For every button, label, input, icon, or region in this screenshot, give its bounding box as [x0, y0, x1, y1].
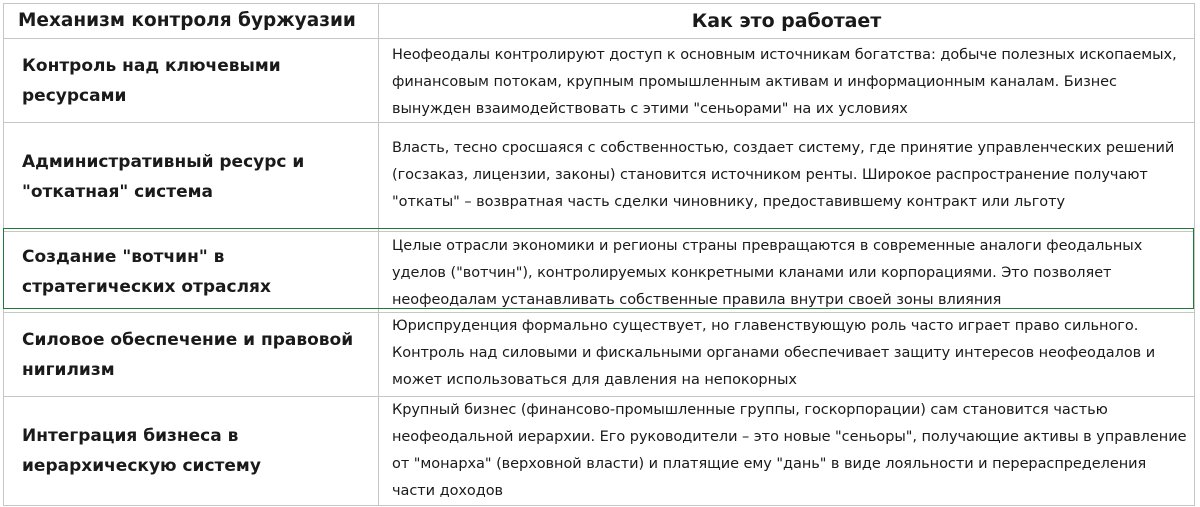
header-mechanism[interactable]: Механизм контроля буржуазии — [3, 4, 379, 38]
header-how-it-works[interactable]: Как это работает — [379, 4, 1195, 38]
description-cell[interactable]: Неофеодалы контролируют доступ к основным источникам богатства: добыче полезных ископаемых, финансовым потокам, крупным промышленным активам и информационным каналам. Бизнес вынужден взаимодействовать с этими "сеньорами" на их условиях — [379, 39, 1195, 122]
description-cell[interactable]: Крупный бизнес (финансово-промышленные группы, госкорпорации) сам становится частью неофеодальной иерархии. Его руководители – это новые "сеньоры", получающие активы в управление от "монарха" (верховной власти) и платящие ему "дань" в виде лояльности и перераспределения части доходов — [379, 397, 1195, 505]
control-mechanisms-table — [3, 3, 1195, 506]
table-row — [3, 397, 1195, 506]
mechanism-cell[interactable]: Создание "вотчин" в стратегических отраслях — [3, 232, 379, 312]
table-row — [3, 313, 1195, 397]
table-header-row — [3, 3, 1195, 39]
table-row — [3, 123, 1195, 232]
mechanism-cell[interactable]: Контроль над ключевыми ресурсами — [3, 39, 379, 122]
mechanism-cell[interactable]: Силовое обеспечение и правовой нигилизм — [3, 313, 379, 396]
description-cell[interactable]: Юриспруденция формально существует, но главенствующую роль часто играет право сильного. Контроль над силовыми и фискальными органами обеспечивает защиту интересов неофеодалов и может использоваться для давления на непокорных — [379, 313, 1195, 396]
description-cell[interactable]: Целые отрасли экономики и регионы страны превращаются в современные аналоги феодальных уделов ("вотчин"), контролируемых конкретными кланами или корпорациями. Это позволяет неофеодалам устанавливать собственные правила внутри своей зоны влияния — [379, 232, 1195, 312]
mechanism-cell[interactable]: Интеграция бизнеса в иерархическую систему — [3, 397, 379, 505]
description-cell[interactable]: Власть, тесно сросшаяся с собственностью, создает систему, где принятие управленческих решений (госзаказ, лицензии, законы) становится источником ренты. Широкое распространение получают "откаты" – возвратная часть сделки чиновнику, предоставившему контракт или льготу — [379, 123, 1195, 231]
mechanism-cell[interactable]: Административный ресурс и "откатная" система — [3, 123, 379, 231]
table-row — [3, 232, 1195, 313]
table-row — [3, 39, 1195, 123]
